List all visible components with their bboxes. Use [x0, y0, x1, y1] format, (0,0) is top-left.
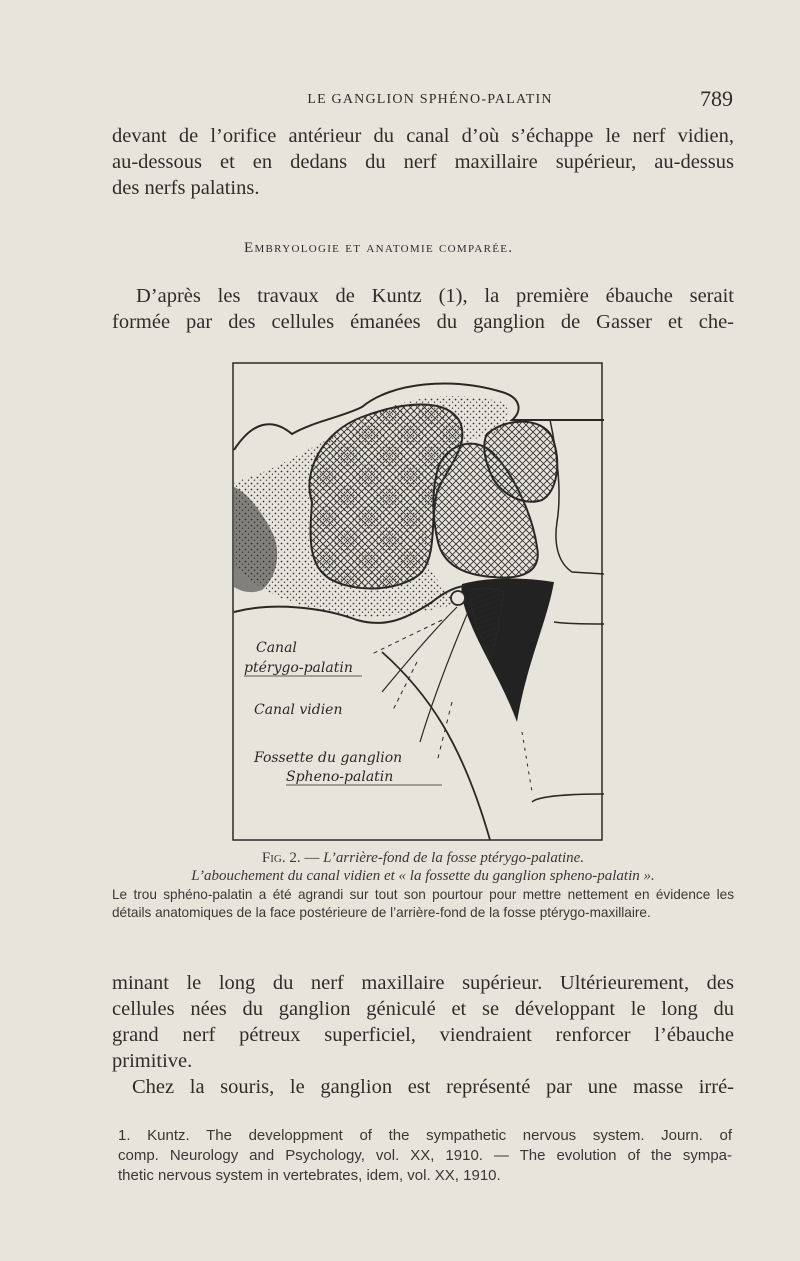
leader-canal-pterygo — [372, 620, 442, 654]
text-line: cellules nées du ganglion géniculé et se développant le long du — [112, 998, 734, 1020]
pointer-line-2 — [420, 612, 468, 742]
label-fossette: Fossette du ganglion — [254, 750, 403, 766]
leader-fossette — [437, 702, 452, 762]
pterygoid-line — [382, 652, 490, 840]
footnote — [118, 1126, 732, 1186]
label-canal: Canal — [256, 640, 297, 656]
caption-title-line — [112, 850, 734, 868]
caption-body: Le trou sphéno-palatin a été agrandi sur tout son pourtour pour mettre nettement en évidence les détails anatomiques de la face postérieure de l’arrière-fond de la fosse ptérygo-maxillaire. — [112, 887, 734, 920]
text-line: D’après les travaux de Kuntz (1), la première ébauche serait — [136, 285, 734, 307]
label-canal-vidien: Canal vidien — [254, 702, 343, 718]
caption-title: L’arrière-fond de la fosse ptérygo-palatine. — [323, 850, 585, 866]
footnote-line: thetic nervous system in vertebrates, idem, vol. XX, 1910. — [118, 1167, 501, 1184]
text-line: Chez la souris, le ganglion est représenté par une masse irré- — [132, 1076, 734, 1098]
body-paragraph — [112, 283, 734, 335]
footnote-line: comp. Neurology and Psychology, vol. XX, 1910. — The evolution of the sympa- — [118, 1147, 732, 1164]
text-line: devant de l’orifice antérieur du canal d’où s’échappe le nerf vidien, — [112, 125, 734, 147]
leader-canal-vidien — [392, 662, 417, 712]
page-number: 789 — [700, 86, 733, 111]
intro-paragraph — [112, 123, 734, 201]
caption-subtitle: L’abouchement du canal vidien et « la fossette du ganglion spheno-palatin ». — [191, 867, 655, 884]
text-line: des nerfs palatins. — [112, 177, 260, 199]
footnote-line: 1. Kuntz. The developpment of the sympathetic nervous system. Journ. of — [118, 1127, 732, 1144]
anatomical-figure — [232, 362, 604, 842]
pointer-line-1 — [382, 607, 457, 692]
right-contour-3 — [532, 794, 604, 802]
figure-caption — [112, 850, 734, 921]
label-pterygo-palatin: ptérygo-palatin — [244, 660, 353, 676]
section-heading: Embryologie et anatomie comparée. — [244, 240, 514, 256]
text-line: primitive. — [112, 1050, 193, 1072]
label-spheno-palatin: Spheno-palatin — [286, 769, 394, 785]
right-contour — [550, 420, 604, 574]
body-paragraph-continued — [112, 970, 734, 1074]
body-paragraph-mouse — [112, 1074, 734, 1100]
caption-figure-number: Fig. 2. — — [261, 850, 320, 866]
running-title: LE GANGLION SPHÉNO-PALATIN — [307, 92, 553, 107]
figure-drawing — [232, 362, 604, 842]
right-contour-2 — [554, 622, 604, 624]
leader-right — [522, 732, 532, 792]
text-line: au-dessous et en dedans du nerf maxillaire supérieur, au-dessus — [112, 151, 734, 173]
canal-opening — [451, 591, 465, 605]
text-line: grand nerf pétreux superficiel, viendraient renforcer l’ébauche — [112, 1024, 734, 1046]
text-line: minant le long du nerf maxillaire supérieur. Ultérieurement, des — [112, 972, 734, 994]
text-line: formée par des cellules émanées du ganglion de Gasser et che- — [112, 311, 734, 333]
